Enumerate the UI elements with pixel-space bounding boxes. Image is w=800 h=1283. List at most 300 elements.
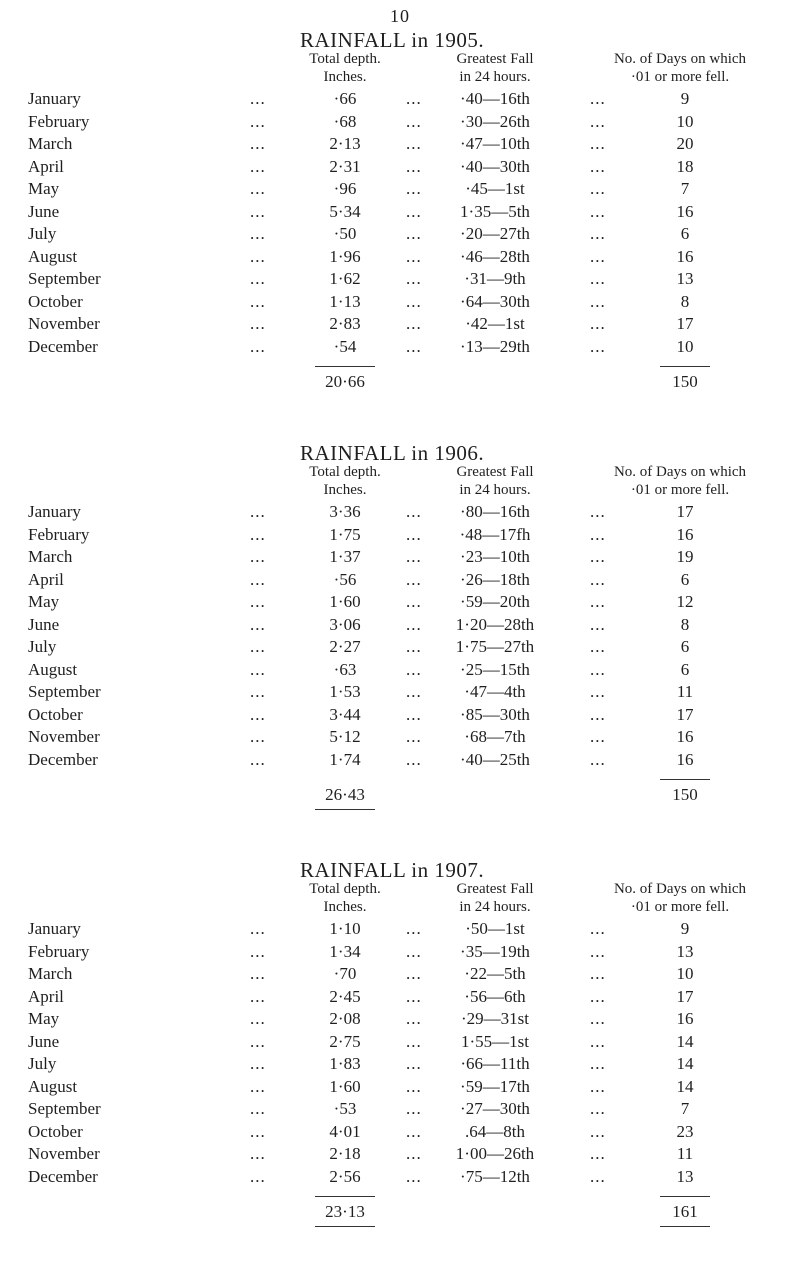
- total-days: 150: [672, 785, 698, 804]
- depth-cell: 1·60: [329, 592, 361, 611]
- days-cell: 17: [676, 502, 694, 521]
- leader-dots: ...: [590, 502, 606, 521]
- header-total-depth: [290, 463, 400, 499]
- depth-cell: 1·13: [329, 291, 361, 311]
- leader-dots: ...: [590, 524, 606, 544]
- fall-cell: ·40—25th: [460, 749, 530, 769]
- days-cell: 6: [680, 637, 690, 656]
- header-depth-line2: Inches.: [323, 69, 367, 85]
- leader-dots: ...: [250, 919, 266, 938]
- fall-cell: ·42—1st: [465, 314, 525, 333]
- month-cell: April: [28, 986, 64, 1006]
- depth-cell: ·53: [333, 1099, 357, 1118]
- days-cell: 11: [676, 682, 694, 701]
- leader-dots: ...: [406, 111, 422, 131]
- fall-cell: 1·55—1st: [461, 1031, 529, 1051]
- leader-dots: ...: [406, 1031, 422, 1051]
- leader-dots: ...: [250, 134, 266, 153]
- total-depth: 20·66: [325, 372, 365, 391]
- leader-dots: ...: [406, 314, 422, 333]
- header-depth-line1: Total depth.: [309, 881, 381, 897]
- rule-days-top: [660, 1196, 710, 1197]
- leader-dots: ...: [250, 704, 266, 724]
- leader-dots: ...: [406, 1099, 422, 1118]
- depth-cell: 2·56: [329, 1166, 361, 1186]
- header-days-line2: ·01 or more fell.: [630, 69, 730, 85]
- leader-dots: ...: [406, 704, 422, 724]
- rule-days-bottom: [660, 1226, 710, 1227]
- leader-dots: ...: [406, 502, 422, 521]
- leader-dots: ...: [406, 637, 422, 656]
- table-row: [0, 546, 800, 569]
- leader-dots: ...: [590, 1099, 606, 1118]
- header-days: [570, 463, 790, 499]
- fall-cell: ·29—31st: [461, 1009, 529, 1028]
- month-cell: June: [28, 1031, 60, 1051]
- leader-dots: ...: [590, 1121, 606, 1141]
- total-depth: 26·43: [325, 785, 365, 804]
- depth-cell: 1·96: [329, 246, 361, 266]
- table-row: [0, 749, 800, 772]
- table-row: [0, 726, 800, 749]
- leader-dots: ...: [590, 727, 606, 746]
- table-row: [0, 156, 800, 179]
- depth-cell: ·50: [333, 224, 357, 243]
- leader-dots: ...: [250, 749, 266, 769]
- fall-cell: ·35—19th: [460, 941, 530, 961]
- month-cell: August: [28, 1076, 78, 1096]
- days-cell: 14: [676, 1031, 694, 1051]
- leader-dots: ...: [406, 749, 422, 769]
- month-cell: January: [28, 89, 81, 108]
- table-row: [0, 918, 800, 941]
- month-cell: July: [28, 637, 57, 656]
- leader-dots: ...: [250, 111, 266, 131]
- leader-dots: ...: [250, 89, 266, 108]
- depth-cell: 2·31: [329, 156, 361, 176]
- leader-dots: ...: [406, 1144, 422, 1163]
- leader-dots: ...: [590, 336, 606, 356]
- leader-dots: ...: [590, 1076, 606, 1096]
- leader-dots: ...: [250, 1144, 266, 1163]
- leader-dots: ...: [590, 682, 606, 701]
- fall-cell: ·27—30th: [460, 1099, 530, 1118]
- rule-days-top: [660, 366, 710, 367]
- days-cell: 6: [680, 659, 690, 679]
- table-row: [0, 201, 800, 224]
- leader-dots: ...: [250, 179, 266, 198]
- leader-dots: ...: [406, 569, 422, 589]
- header-depth-line2: Inches.: [323, 899, 367, 915]
- depth-cell: 2·45: [329, 986, 361, 1006]
- leader-dots: ...: [406, 246, 422, 266]
- month-cell: September: [28, 682, 101, 701]
- fall-cell: ·59—17th: [460, 1076, 530, 1096]
- leader-dots: ...: [406, 547, 422, 566]
- depth-cell: ·68: [333, 111, 357, 131]
- days-cell: 6: [680, 569, 690, 589]
- fall-cell: ·64—30th: [460, 291, 530, 311]
- days-cell: 23: [676, 1121, 694, 1141]
- days-cell: 10: [676, 336, 694, 356]
- month-cell: March: [28, 547, 73, 566]
- fall-cell: ·45—1st: [465, 179, 525, 198]
- leader-dots: ...: [406, 89, 422, 108]
- leader-dots: ...: [590, 659, 606, 679]
- table-row: [0, 1143, 800, 1166]
- leader-dots: ...: [406, 336, 422, 356]
- table-title: RAINFALL in 1905.: [300, 28, 485, 52]
- table-row: [0, 336, 800, 359]
- leader-dots: ...: [250, 224, 266, 243]
- month-cell: October: [28, 704, 83, 724]
- leader-dots: ...: [406, 156, 422, 176]
- month-cell: September: [28, 269, 101, 288]
- table-row: [0, 659, 800, 682]
- fall-cell: 1·75—27th: [455, 637, 535, 656]
- leader-dots: ...: [406, 1076, 422, 1096]
- leader-dots: ...: [590, 246, 606, 266]
- leader-dots: ...: [406, 201, 422, 221]
- fall-cell: ·25—15th: [460, 659, 530, 679]
- header-days-line1: No. of Days on which: [613, 881, 747, 897]
- header-greatest-fall: [430, 50, 560, 86]
- month-cell: March: [28, 134, 73, 153]
- leader-dots: ...: [250, 941, 266, 961]
- leader-dots: ...: [406, 659, 422, 679]
- leader-dots: ...: [406, 224, 422, 243]
- month-cell: June: [28, 201, 60, 221]
- days-cell: 9: [680, 89, 690, 108]
- days-cell: 9: [680, 919, 690, 938]
- leader-dots: ...: [590, 614, 606, 634]
- leader-dots: ...: [250, 1121, 266, 1141]
- leader-dots: ...: [406, 727, 422, 746]
- leader-dots: ...: [590, 201, 606, 221]
- month-cell: July: [28, 224, 57, 243]
- rule-depth-bottom: [315, 809, 375, 810]
- depth-cell: 1·53: [329, 682, 361, 701]
- leader-dots: ...: [590, 224, 606, 243]
- table-row: [0, 941, 800, 964]
- days-cell: 17: [676, 314, 694, 333]
- header-greatest-fall: [430, 463, 560, 499]
- leader-dots: ...: [590, 1144, 606, 1163]
- leader-dots: ...: [250, 547, 266, 566]
- fall-cell: ·68—7th: [464, 727, 526, 746]
- table-rows: [0, 501, 800, 771]
- leader-dots: ...: [406, 1166, 422, 1186]
- depth-cell: 3·06: [329, 614, 361, 634]
- days-cell: 14: [676, 1076, 694, 1096]
- leader-dots: ...: [590, 1031, 606, 1051]
- days-cell: 20: [676, 134, 694, 153]
- days-cell: 17: [676, 986, 694, 1006]
- fall-cell: ·66—11th: [460, 1054, 530, 1073]
- depth-cell: 5·34: [329, 201, 361, 221]
- table-row: [0, 704, 800, 727]
- leader-dots: ...: [406, 291, 422, 311]
- fall-cell: ·40—30th: [460, 156, 530, 176]
- month-cell: October: [28, 291, 83, 311]
- table-row: [0, 1053, 800, 1076]
- leader-dots: ...: [406, 524, 422, 544]
- month-cell: January: [28, 919, 81, 938]
- depth-cell: 1·37: [329, 547, 361, 566]
- header-fall-line1: Greatest Fall: [456, 51, 534, 67]
- leader-dots: ...: [250, 524, 266, 544]
- leader-dots: ...: [250, 569, 266, 589]
- table-row: [0, 268, 800, 291]
- days-cell: 11: [676, 1144, 694, 1163]
- table-rows: [0, 88, 800, 358]
- leader-dots: ...: [406, 1054, 422, 1073]
- month-cell: December: [28, 749, 98, 769]
- leader-dots: ...: [250, 637, 266, 656]
- leader-dots: ...: [406, 614, 422, 634]
- table-row: [0, 591, 800, 614]
- month-cell: May: [28, 592, 60, 611]
- page-number: 10: [390, 6, 410, 26]
- leader-dots: ...: [590, 986, 606, 1006]
- days-cell: 16: [676, 1009, 694, 1028]
- header-fall-line2: in 24 hours.: [459, 69, 531, 85]
- leader-dots: ...: [406, 134, 422, 153]
- depth-cell: ·56: [333, 569, 357, 589]
- leader-dots: ...: [250, 314, 266, 333]
- days-cell: 7: [680, 179, 690, 198]
- depth-cell: ·70: [333, 964, 357, 983]
- leader-dots: ...: [250, 1076, 266, 1096]
- leader-dots: ...: [590, 179, 606, 198]
- depth-cell: 1·60: [329, 1076, 361, 1096]
- depth-cell: 1·74: [329, 749, 361, 769]
- leader-dots: ...: [250, 682, 266, 701]
- month-cell: March: [28, 964, 73, 983]
- table-row: [0, 133, 800, 156]
- fall-cell: ·85—30th: [460, 704, 530, 724]
- leader-dots: ...: [406, 1009, 422, 1028]
- depth-cell: 1·62: [329, 269, 361, 288]
- depth-cell: 2·75: [329, 1031, 361, 1051]
- depth-cell: 2·18: [329, 1144, 361, 1163]
- leader-dots: ...: [590, 156, 606, 176]
- total-days: 161: [672, 1202, 698, 1221]
- leader-dots: ...: [590, 704, 606, 724]
- depth-cell: 2·83: [329, 314, 361, 333]
- leader-dots: ...: [250, 964, 266, 983]
- leader-dots: ...: [406, 919, 422, 938]
- days-cell: 8: [680, 291, 690, 311]
- fall-cell: ·20—27th: [460, 224, 530, 243]
- days-cell: 16: [676, 749, 694, 769]
- depth-cell: 2·27: [329, 637, 361, 656]
- leader-dots: ...: [250, 1099, 266, 1118]
- table-row: [0, 178, 800, 201]
- header-fall-line1: Greatest Fall: [456, 881, 534, 897]
- days-cell: 10: [676, 111, 694, 131]
- fall-cell: ·23—10th: [460, 547, 530, 566]
- days-cell: 16: [676, 246, 694, 266]
- header-days-line2: ·01 or more fell.: [630, 899, 730, 915]
- days-cell: 13: [676, 941, 694, 961]
- leader-dots: ...: [590, 269, 606, 288]
- fall-cell: ·50—1st: [465, 919, 525, 938]
- leader-dots: ...: [590, 111, 606, 131]
- month-cell: August: [28, 246, 78, 266]
- table-row: [0, 1031, 800, 1054]
- fall-cell: ·40—16th: [460, 89, 530, 108]
- header-depth-line1: Total depth.: [309, 51, 381, 67]
- fall-cell: ·80—16th: [460, 502, 530, 521]
- leader-dots: ...: [590, 964, 606, 983]
- depth-cell: 5·12: [329, 727, 361, 746]
- depth-cell: 4·01: [329, 1121, 361, 1141]
- table-row: [0, 681, 800, 704]
- depth-cell: ·66: [333, 89, 357, 108]
- month-cell: December: [28, 336, 98, 356]
- header-days: [570, 880, 790, 916]
- fall-cell: ·30—26th: [460, 111, 530, 131]
- leader-dots: ...: [406, 269, 422, 288]
- depth-cell: ·54: [333, 336, 357, 356]
- leader-dots: ...: [590, 547, 606, 566]
- leader-dots: ...: [250, 659, 266, 679]
- depth-cell: ·63: [333, 659, 357, 679]
- header-greatest-fall: [430, 880, 560, 916]
- leader-dots: ...: [250, 269, 266, 288]
- header-days-line2: ·01 or more fell.: [630, 482, 730, 498]
- depth-cell: 3·44: [329, 704, 361, 724]
- month-cell: April: [28, 569, 64, 589]
- days-cell: 6: [680, 224, 690, 243]
- month-cell: July: [28, 1054, 57, 1073]
- leader-dots: ...: [590, 314, 606, 333]
- days-cell: 16: [676, 201, 694, 221]
- table-row: [0, 313, 800, 336]
- fall-cell: ·47—4th: [464, 682, 526, 701]
- month-cell: February: [28, 941, 90, 961]
- days-cell: 10: [676, 964, 694, 983]
- fall-cell: ·31—9th: [464, 269, 526, 288]
- header-total-depth: [290, 880, 400, 916]
- fall-cell: ·59—20th: [460, 592, 530, 611]
- leader-dots: ...: [590, 291, 606, 311]
- leader-dots: ...: [250, 502, 266, 521]
- table-row: [0, 111, 800, 134]
- leader-dots: ...: [590, 569, 606, 589]
- leader-dots: ...: [250, 986, 266, 1006]
- table-title: RAINFALL in 1906.: [300, 441, 485, 465]
- days-cell: 8: [680, 614, 690, 634]
- month-cell: December: [28, 1166, 98, 1186]
- leader-dots: ...: [250, 246, 266, 266]
- days-cell: 12: [676, 592, 694, 611]
- month-cell: January: [28, 502, 81, 521]
- month-cell: May: [28, 179, 60, 198]
- header-fall-line2: in 24 hours.: [459, 899, 531, 915]
- depth-cell: 1·75: [329, 524, 361, 544]
- depth-cell: 1·83: [329, 1054, 361, 1073]
- table-row: [0, 614, 800, 637]
- table-row: [0, 569, 800, 592]
- days-cell: 19: [676, 547, 694, 566]
- fall-cell: ·75—12th: [460, 1166, 530, 1186]
- fall-cell: ·48—17fh: [459, 524, 531, 544]
- depth-cell: 1·34: [329, 941, 361, 961]
- header-days: [570, 50, 790, 86]
- table-row: [0, 291, 800, 314]
- leader-dots: ...: [590, 941, 606, 961]
- rule-depth-top: [315, 1196, 375, 1197]
- table-row: [0, 1098, 800, 1121]
- days-cell: 13: [676, 1166, 694, 1186]
- leader-dots: ...: [250, 1166, 266, 1186]
- table-row: [0, 1166, 800, 1189]
- days-cell: 13: [676, 269, 694, 288]
- leader-dots: ...: [250, 592, 266, 611]
- table-rows: [0, 918, 800, 1188]
- leader-dots: ...: [250, 291, 266, 311]
- fall-cell: 1·20—28th: [455, 614, 535, 634]
- header-days-line1: No. of Days on which: [613, 51, 747, 67]
- month-cell: November: [28, 1144, 100, 1163]
- leader-dots: ...: [590, 919, 606, 938]
- leader-dots: ...: [250, 727, 266, 746]
- leader-dots: ...: [406, 179, 422, 198]
- month-cell: September: [28, 1099, 101, 1118]
- leader-dots: ...: [590, 1166, 606, 1186]
- fall-cell: 1·35—5th: [460, 201, 530, 221]
- header-fall-line1: Greatest Fall: [456, 464, 534, 480]
- table-row: [0, 963, 800, 986]
- days-cell: 16: [676, 524, 694, 544]
- month-cell: February: [28, 524, 90, 544]
- leader-dots: ...: [590, 89, 606, 108]
- table-row: [0, 223, 800, 246]
- table-totals: [0, 779, 800, 809]
- depth-cell: 2·08: [329, 1009, 361, 1028]
- leader-dots: ...: [250, 1009, 266, 1028]
- table-row: [0, 1008, 800, 1031]
- header-depth-line2: Inches.: [323, 482, 367, 498]
- table-row: [0, 1121, 800, 1144]
- header-depth-line1: Total depth.: [309, 464, 381, 480]
- fall-cell: ·22—5th: [464, 964, 526, 983]
- total-days: 150: [672, 372, 698, 391]
- month-cell: February: [28, 111, 90, 131]
- days-cell: 16: [676, 727, 694, 746]
- days-cell: 7: [680, 1099, 690, 1118]
- header-total-depth: [290, 50, 400, 86]
- table-row: [0, 246, 800, 269]
- month-cell: November: [28, 727, 100, 746]
- leader-dots: ...: [590, 637, 606, 656]
- leader-dots: ...: [406, 941, 422, 961]
- table-row: [0, 88, 800, 111]
- days-cell: 14: [676, 1054, 694, 1073]
- leader-dots: ...: [406, 964, 422, 983]
- rule-days-top: [660, 779, 710, 780]
- month-cell: November: [28, 314, 100, 333]
- leader-dots: ...: [406, 592, 422, 611]
- depth-cell: 3·36: [329, 502, 361, 521]
- fall-cell: 1·00—26th: [455, 1144, 535, 1163]
- fall-cell: ·46—28th: [460, 246, 530, 266]
- table-row: [0, 501, 800, 524]
- depth-cell: 1·10: [329, 919, 361, 938]
- table-totals: [0, 366, 800, 396]
